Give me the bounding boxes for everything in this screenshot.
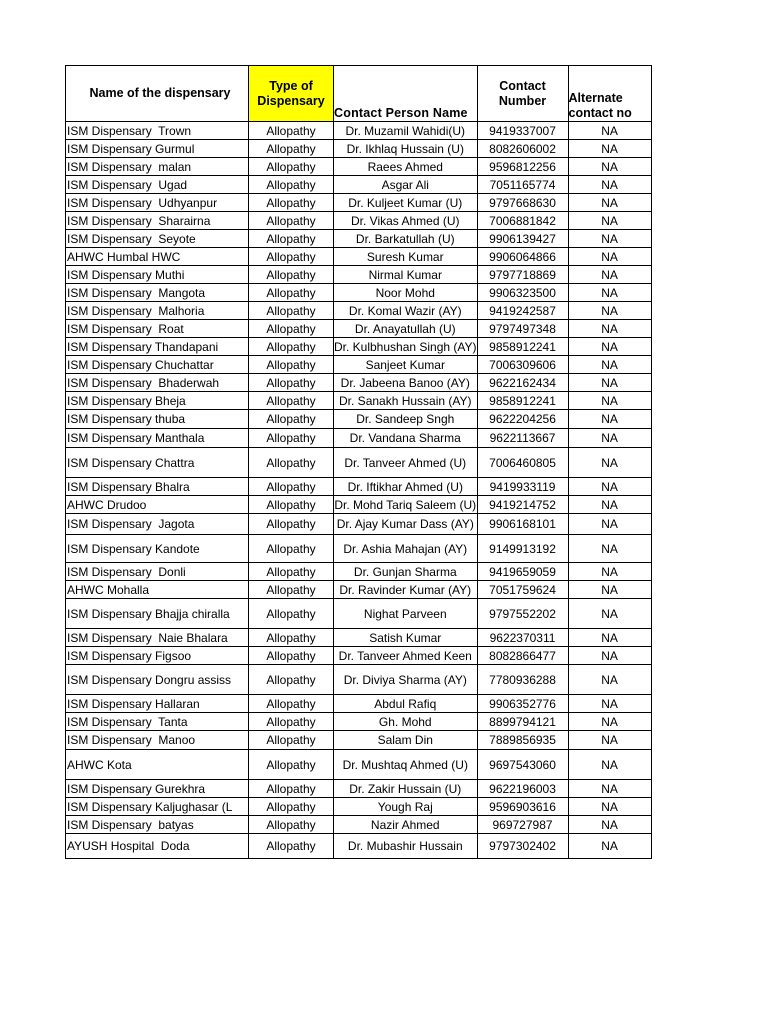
- table-row: [66, 429, 652, 448]
- cell-dispensary-name[interactable]: ISM Dispensary Figsoo: [66, 647, 249, 665]
- cell-contact-person[interactable]: Nighat Parveen: [334, 599, 478, 629]
- cell-contact-person[interactable]: Dr. Mushtaq Ahmed (U): [334, 750, 478, 780]
- table-row: [66, 834, 652, 859]
- cell-contact-person[interactable]: Dr. Iftikhar Ahmed (U): [334, 478, 478, 496]
- cell-contact-number[interactable]: 9797668630: [477, 194, 568, 212]
- cell-contact-number[interactable]: 9906064866: [477, 248, 568, 266]
- cell-dispensary-name[interactable]: ISM Dispensary Mangota: [66, 284, 249, 302]
- cell-dispensary-name[interactable]: ISM Dispensary Hallaran: [66, 695, 249, 713]
- cell-dispensary-type[interactable]: Allopathy: [249, 212, 334, 230]
- cell-dispensary-name[interactable]: ISM Dispensary Malhoria: [66, 302, 249, 320]
- cell-contact-person[interactable]: Gh. Mohd: [334, 713, 478, 731]
- cell-alternate-contact[interactable]: NA: [568, 356, 651, 374]
- cell-dispensary-type[interactable]: Allopathy: [249, 248, 334, 266]
- cell-dispensary-name[interactable]: ISM Dispensary Bhajja chiralla: [66, 599, 249, 629]
- cell-dispensary-type[interactable]: Allopathy: [249, 780, 334, 798]
- cell-dispensary-name[interactable]: ISM Dispensary Chuchattar: [66, 356, 249, 374]
- cell-contact-number[interactable]: 9622113667: [477, 429, 568, 448]
- cell-contact-number[interactable]: 969727987: [477, 816, 568, 834]
- cell-dispensary-name[interactable]: ISM Dispensary Donli: [66, 563, 249, 581]
- header-contact-person[interactable]: Contact Person Name: [334, 66, 478, 122]
- cell-contact-number[interactable]: 9906168101: [477, 514, 568, 535]
- cell-dispensary-type[interactable]: Allopathy: [249, 713, 334, 731]
- cell-dispensary-type[interactable]: Allopathy: [249, 266, 334, 284]
- cell-contact-person[interactable]: Dr. Komal Wazir (AY): [334, 302, 478, 320]
- table-row: [66, 374, 652, 392]
- table-row: [66, 230, 652, 248]
- cell-dispensary-name[interactable]: ISM Dispensary thuba: [66, 410, 249, 429]
- cell-alternate-contact[interactable]: NA: [568, 599, 651, 629]
- cell-contact-person[interactable]: Dr. Gunjan Sharma: [334, 563, 478, 581]
- cell-alternate-contact[interactable]: NA: [568, 338, 651, 356]
- cell-dispensary-type[interactable]: Allopathy: [249, 122, 334, 140]
- table-row: [66, 514, 652, 535]
- table-row: [66, 284, 652, 302]
- cell-dispensary-type[interactable]: Allopathy: [249, 230, 334, 248]
- cell-dispensary-name[interactable]: ISM Dispensary Kaljughasar (L: [66, 798, 249, 816]
- cell-dispensary-type[interactable]: Allopathy: [249, 599, 334, 629]
- cell-contact-person[interactable]: Sanjeet Kumar: [334, 356, 478, 374]
- cell-dispensary-type[interactable]: Allopathy: [249, 410, 334, 429]
- cell-alternate-contact[interactable]: NA: [568, 535, 651, 563]
- header-row: [66, 66, 652, 122]
- table-row: [66, 158, 652, 176]
- cell-dispensary-name[interactable]: ISM Dispensary batyas: [66, 816, 249, 834]
- table-row: [66, 695, 652, 713]
- cell-dispensary-type[interactable]: Allopathy: [249, 535, 334, 563]
- cell-contact-number[interactable]: 9906323500: [477, 284, 568, 302]
- cell-dispensary-type[interactable]: Allopathy: [249, 798, 334, 816]
- cell-dispensary-type[interactable]: Allopathy: [249, 320, 334, 338]
- cell-alternate-contact[interactable]: NA: [568, 392, 651, 410]
- cell-contact-person[interactable]: Dr. Anayatullah (U): [334, 320, 478, 338]
- cell-alternate-contact[interactable]: NA: [568, 731, 651, 750]
- cell-alternate-contact[interactable]: NA: [568, 581, 651, 599]
- cell-contact-person[interactable]: Dr. Ravinder Kumar (AY): [334, 581, 478, 599]
- cell-dispensary-type[interactable]: Allopathy: [249, 478, 334, 496]
- header-type[interactable]: Type of Dispensary: [249, 66, 334, 122]
- cell-contact-person[interactable]: Dr. Jabeena Banoo (AY): [334, 374, 478, 392]
- cell-contact-number[interactable]: 9797497348: [477, 320, 568, 338]
- cell-contact-person[interactable]: Dr. Ashia Mahajan (AY): [334, 535, 478, 563]
- cell-dispensary-type[interactable]: Allopathy: [249, 284, 334, 302]
- cell-alternate-contact[interactable]: NA: [568, 629, 651, 647]
- cell-alternate-contact[interactable]: NA: [568, 750, 651, 780]
- header-name[interactable]: Name of the dispensary: [66, 66, 249, 122]
- cell-dispensary-type[interactable]: Allopathy: [249, 392, 334, 410]
- cell-alternate-contact[interactable]: NA: [568, 176, 651, 194]
- table-row: [66, 816, 652, 834]
- cell-alternate-contact[interactable]: NA: [568, 834, 651, 859]
- cell-dispensary-name[interactable]: ISM Dispensary Ugad: [66, 176, 249, 194]
- cell-contact-person[interactable]: Abdul Rafiq: [334, 695, 478, 713]
- table-body: [66, 122, 652, 859]
- cell-alternate-contact[interactable]: NA: [568, 647, 651, 665]
- cell-dispensary-name[interactable]: AHWC Drudoo: [66, 496, 249, 514]
- cell-alternate-contact[interactable]: NA: [568, 194, 651, 212]
- cell-dispensary-name[interactable]: ISM Dispensary Trown: [66, 122, 249, 140]
- cell-dispensary-name[interactable]: ISM Dispensary Manoo: [66, 731, 249, 750]
- table-row: [66, 780, 652, 798]
- cell-dispensary-type[interactable]: Allopathy: [249, 302, 334, 320]
- cell-dispensary-type[interactable]: Allopathy: [249, 338, 334, 356]
- cell-alternate-contact[interactable]: NA: [568, 374, 651, 392]
- table-row: [66, 647, 652, 665]
- cell-contact-number[interactable]: 8082606002: [477, 140, 568, 158]
- cell-contact-number[interactable]: 7006881842: [477, 212, 568, 230]
- cell-dispensary-name[interactable]: ISM Dispensary malan: [66, 158, 249, 176]
- cell-dispensary-name[interactable]: ISM Dispensary Kandote: [66, 535, 249, 563]
- cell-contact-number[interactable]: 8899794121: [477, 713, 568, 731]
- cell-contact-person[interactable]: Dr. Ajay Kumar Dass (AY): [334, 514, 478, 535]
- cell-alternate-contact[interactable]: NA: [568, 496, 651, 514]
- cell-dispensary-type[interactable]: Allopathy: [249, 356, 334, 374]
- table-row: [66, 448, 652, 478]
- cell-contact-person[interactable]: Dr. Ikhlaq Hussain (U): [334, 140, 478, 158]
- table-row: [66, 410, 652, 429]
- cell-contact-person[interactable]: Dr. Vandana Sharma: [334, 429, 478, 448]
- table-row: [66, 798, 652, 816]
- table-row: [66, 731, 652, 750]
- cell-contact-person[interactable]: Dr. Sandeep Sngh: [334, 410, 478, 429]
- cell-contact-person[interactable]: Dr. Diviya Sharma (AY): [334, 665, 478, 695]
- cell-contact-person[interactable]: Yough Raj: [334, 798, 478, 816]
- cell-contact-number[interactable]: 7006460805: [477, 448, 568, 478]
- cell-alternate-contact[interactable]: NA: [568, 780, 651, 798]
- cell-alternate-contact[interactable]: NA: [568, 158, 651, 176]
- cell-dispensary-type[interactable]: Allopathy: [249, 629, 334, 647]
- cell-alternate-contact[interactable]: NA: [568, 122, 651, 140]
- cell-alternate-contact[interactable]: NA: [568, 212, 651, 230]
- cell-alternate-contact[interactable]: NA: [568, 302, 651, 320]
- cell-contact-number[interactable]: 9596903616: [477, 798, 568, 816]
- cell-dispensary-name[interactable]: AHWC Humbal HWC: [66, 248, 249, 266]
- cell-dispensary-name[interactable]: ISM Dispensary Bhaderwah: [66, 374, 249, 392]
- table-row: [66, 302, 652, 320]
- cell-dispensary-name[interactable]: ISM Dispensary Manthala: [66, 429, 249, 448]
- cell-contact-number[interactable]: 9858912241: [477, 392, 568, 410]
- cell-contact-person[interactable]: Dr. Sanakh Hussain (AY): [334, 392, 478, 410]
- cell-dispensary-name[interactable]: ISM Dispensary Thandapani: [66, 338, 249, 356]
- cell-dispensary-name[interactable]: ISM Dispensary Gurekhra: [66, 780, 249, 798]
- cell-alternate-contact[interactable]: NA: [568, 816, 651, 834]
- dispensary-table: [65, 65, 652, 859]
- cell-contact-number[interactable]: 7006309606: [477, 356, 568, 374]
- header-contact-number[interactable]: Contact Number: [477, 66, 568, 122]
- cell-contact-person[interactable]: Dr. Kulbhushan Singh (AY): [334, 339, 477, 354]
- cell-contact-number[interactable]: 9419214752: [477, 496, 568, 514]
- cell-dispensary-name[interactable]: ISM Dispensary Chattra: [66, 448, 249, 478]
- cell-contact-number[interactable]: 8082866477: [477, 647, 568, 665]
- cell-dispensary-type[interactable]: Allopathy: [249, 695, 334, 713]
- table-row: [66, 713, 652, 731]
- cell-contact-person[interactable]: Noor Mohd: [334, 284, 478, 302]
- cell-contact-person[interactable]: Dr. Muzamil Wahidi(U): [334, 122, 478, 140]
- table-row: [66, 599, 652, 629]
- cell-contact-number[interactable]: 9906139427: [477, 230, 568, 248]
- cell-dispensary-name[interactable]: AHWC Kota: [66, 750, 249, 780]
- cell-dispensary-name[interactable]: ISM Dispensary Jagota: [66, 514, 249, 535]
- cell-contact-person[interactable]: Satish Kumar: [334, 629, 478, 647]
- cell-alternate-contact[interactable]: NA: [568, 248, 651, 266]
- table-row: [66, 248, 652, 266]
- cell-dispensary-name[interactable]: ISM Dispensary Tanta: [66, 713, 249, 731]
- cell-alternate-contact[interactable]: NA: [568, 284, 651, 302]
- cell-contact-number[interactable]: 9858912241: [477, 338, 568, 356]
- cell-contact-person[interactable]: Nirmal Kumar: [334, 266, 478, 284]
- cell-contact-person[interactable]: Dr. Mohd Tariq Saleem (U): [334, 497, 477, 512]
- cell-dispensary-type[interactable]: Allopathy: [249, 374, 334, 392]
- cell-dispensary-type[interactable]: Allopathy: [249, 647, 334, 665]
- cell-alternate-contact[interactable]: NA: [568, 478, 651, 496]
- cell-alternate-contact[interactable]: NA: [568, 410, 651, 429]
- cell-alternate-contact[interactable]: NA: [568, 320, 651, 338]
- cell-dispensary-name[interactable]: ISM Dispensary Naie Bhalara: [66, 629, 249, 647]
- cell-dispensary-name[interactable]: ISM Dispensary Seyote: [66, 230, 249, 248]
- table-row: [66, 496, 652, 514]
- cell-contact-person[interactable]: Asgar Ali: [334, 176, 478, 194]
- cell-contact-number[interactable]: 9419933119: [477, 478, 568, 496]
- cell-contact-number[interactable]: 9797552202: [477, 599, 568, 629]
- cell-dispensary-name[interactable]: ISM Dispensary Bheja: [66, 392, 249, 410]
- table-row: [66, 750, 652, 780]
- cell-contact-person[interactable]: Dr. Vikas Ahmed (U): [334, 212, 478, 230]
- cell-contact-number[interactable]: 7889856935: [477, 731, 568, 750]
- cell-alternate-contact[interactable]: NA: [568, 429, 651, 448]
- cell-contact-person[interactable]: Dr. Tanveer Ahmed (U): [334, 448, 478, 478]
- table-row: [66, 665, 652, 695]
- table-row: [66, 581, 652, 599]
- cell-contact-number[interactable]: 9622196003: [477, 780, 568, 798]
- table-row: [66, 320, 652, 338]
- table-row: [66, 478, 652, 496]
- table-row: [66, 266, 652, 284]
- cell-dispensary-name[interactable]: ISM Dispensary Dongru assiss: [66, 665, 249, 695]
- cell-contact-person[interactable]: Salam Din: [334, 731, 478, 750]
- cell-alternate-contact[interactable]: NA: [568, 140, 651, 158]
- cell-dispensary-name[interactable]: ISM Dispensary Roat: [66, 320, 249, 338]
- cell-dispensary-type[interactable]: Allopathy: [249, 834, 334, 859]
- cell-contact-number[interactable]: 9149913192: [477, 535, 568, 563]
- cell-alternate-contact[interactable]: NA: [568, 665, 651, 695]
- cell-dispensary-name[interactable]: AHWC Mohalla: [66, 581, 249, 599]
- cell-contact-person[interactable]: Dr. Zakir Hussain (U): [334, 780, 478, 798]
- table-row: [66, 212, 652, 230]
- cell-dispensary-type[interactable]: Allopathy: [249, 731, 334, 750]
- cell-contact-number[interactable]: 9797302402: [477, 834, 568, 859]
- cell-contact-person[interactable]: Raees Ahmed: [334, 158, 478, 176]
- cell-dispensary-type[interactable]: Allopathy: [249, 514, 334, 535]
- cell-contact-number[interactable]: 9906352776: [477, 695, 568, 713]
- cell-alternate-contact[interactable]: NA: [568, 563, 651, 581]
- cell-contact-number[interactable]: 9697543060: [477, 750, 568, 780]
- cell-contact-number[interactable]: 9622204256: [477, 410, 568, 429]
- cell-contact-person[interactable]: Nazir Ahmed: [334, 816, 478, 834]
- cell-contact-number[interactable]: 7051759624: [477, 581, 568, 599]
- cell-alternate-contact[interactable]: NA: [568, 798, 651, 816]
- cell-dispensary-type[interactable]: Allopathy: [249, 194, 334, 212]
- table-row: [66, 176, 652, 194]
- cell-dispensary-name[interactable]: ISM Dispensary Gurmul: [66, 140, 249, 158]
- cell-contact-number[interactable]: 9419242587: [477, 302, 568, 320]
- cell-contact-person[interactable]: Dr. Mubashir Hussain: [334, 834, 478, 859]
- table-row: [66, 140, 652, 158]
- cell-contact-number[interactable]: 9419659059: [477, 563, 568, 581]
- cell-dispensary-name[interactable]: ISM Dispensary Sharairna: [66, 212, 249, 230]
- cell-dispensary-type[interactable]: Allopathy: [249, 750, 334, 780]
- cell-alternate-contact[interactable]: NA: [568, 713, 651, 731]
- cell-contact-number[interactable]: 7051165774: [477, 176, 568, 194]
- cell-alternate-contact[interactable]: NA: [568, 230, 651, 248]
- cell-alternate-contact[interactable]: NA: [568, 695, 651, 713]
- cell-dispensary-name[interactable]: ISM Dispensary Bhalra: [66, 478, 249, 496]
- cell-dispensary-name[interactable]: ISM Dispensary Muthi: [66, 266, 249, 284]
- cell-contact-number[interactable]: 9622370311: [477, 629, 568, 647]
- cell-dispensary-type[interactable]: Allopathy: [249, 140, 334, 158]
- cell-dispensary-type[interactable]: Allopathy: [249, 581, 334, 599]
- table-row: [66, 194, 652, 212]
- cell-dispensary-type[interactable]: Allopathy: [249, 496, 334, 514]
- cell-dispensary-type[interactable]: Allopathy: [249, 176, 334, 194]
- header-alternate[interactable]: Alternate contact no: [568, 66, 651, 122]
- cell-dispensary-type[interactable]: Allopathy: [249, 816, 334, 834]
- table-row: [66, 563, 652, 581]
- table-row: [66, 338, 652, 356]
- table-row: [66, 356, 652, 374]
- cell-contact-number[interactable]: 9419337007: [477, 122, 568, 140]
- cell-dispensary-type[interactable]: Allopathy: [249, 563, 334, 581]
- cell-contact-person[interactable]: Dr. Barkatullah (U): [334, 230, 478, 248]
- cell-dispensary-type[interactable]: Allopathy: [249, 665, 334, 695]
- cell-contact-number[interactable]: 7780936288: [477, 665, 568, 695]
- table-row: [66, 122, 652, 140]
- cell-alternate-contact[interactable]: NA: [568, 266, 651, 284]
- cell-contact-number[interactable]: 9596812256: [477, 158, 568, 176]
- cell-alternate-contact[interactable]: NA: [568, 514, 651, 535]
- cell-contact-person[interactable]: Dr. Kuljeet Kumar (U): [334, 194, 478, 212]
- table-row: [66, 392, 652, 410]
- cell-dispensary-name[interactable]: ISM Dispensary Udhyanpur: [66, 194, 249, 212]
- table-row: [66, 535, 652, 563]
- cell-dispensary-name[interactable]: AYUSH Hospital Doda: [66, 834, 249, 859]
- table-row: [66, 629, 652, 647]
- cell-dispensary-type[interactable]: Allopathy: [249, 429, 334, 448]
- cell-contact-person[interactable]: Dr. Tanveer Ahmed Keen: [334, 647, 478, 665]
- cell-dispensary-type[interactable]: Allopathy: [249, 158, 334, 176]
- cell-alternate-contact[interactable]: NA: [568, 448, 651, 478]
- cell-contact-number[interactable]: 9797718869: [477, 266, 568, 284]
- cell-contact-person[interactable]: Suresh Kumar: [334, 248, 478, 266]
- cell-contact-number[interactable]: 9622162434: [477, 374, 568, 392]
- cell-dispensary-type[interactable]: Allopathy: [249, 448, 334, 478]
